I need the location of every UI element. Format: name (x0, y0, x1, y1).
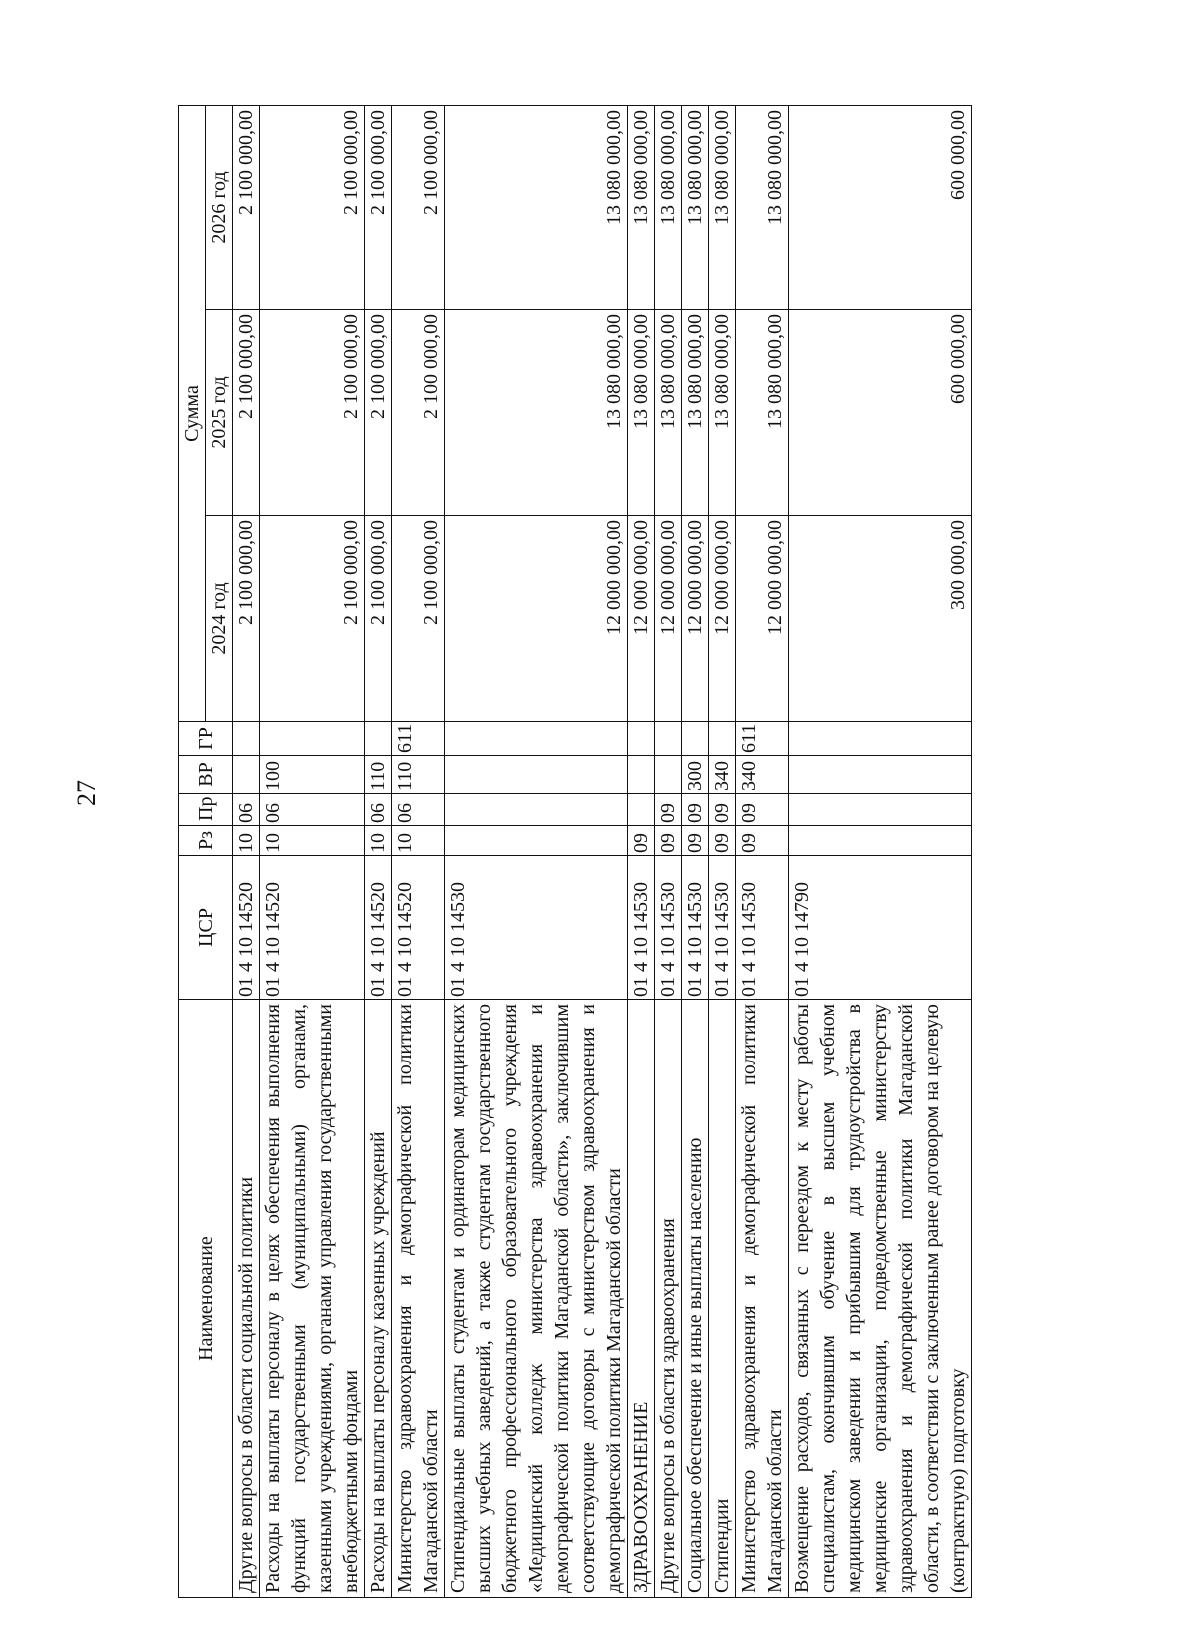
rotated-page-content (178, 106, 1090, 1598)
cell-2024: 300 000,00 (789, 516, 972, 722)
cell-vr: 340 (709, 756, 736, 794)
cell-pr (628, 794, 655, 826)
cell-name: Стипендии (709, 1000, 736, 1598)
cell-vr (655, 756, 682, 794)
cell-pr (445, 794, 628, 826)
cell-2026: 13 080 000,00 (655, 105, 682, 309)
cell-2024: 2 100 000,00 (365, 516, 392, 722)
cell-2025: 13 080 000,00 (655, 310, 682, 516)
cell-name: Другие вопросы в области здравоохранения (655, 1000, 682, 1598)
table-row (445, 105, 628, 1597)
table-row (736, 105, 789, 1597)
cell-pr: 09 (655, 794, 682, 826)
cell-2024: 12 000 000,00 (628, 516, 655, 722)
cell-rz: 10 (392, 826, 445, 856)
cell-csr: 01 4 10 14530 (682, 856, 709, 1000)
cell-gr (682, 722, 709, 756)
cell-pr: 06 (392, 794, 445, 826)
header-2026: 2026 год (206, 105, 233, 309)
cell-vr: 340 (736, 756, 789, 794)
cell-vr: 100 (260, 756, 365, 794)
cell-2026: 2 100 000,00 (365, 105, 392, 309)
cell-csr: 01 4 10 14530 (709, 856, 736, 1000)
cell-vr: 110 (365, 756, 392, 794)
cell-2025: 2 100 000,00 (392, 310, 445, 516)
cell-2026: 2 100 000,00 (392, 105, 445, 309)
header-2025: 2025 год (206, 310, 233, 516)
cell-csr: 01 4 10 14520 (365, 856, 392, 1000)
cell-gr (445, 722, 628, 756)
page-number: 27 (72, 780, 101, 806)
cell-csr: 01 4 10 14530 (628, 856, 655, 1000)
header-pr: Пр (179, 794, 233, 826)
cell-name: Стипендиальные выплаты студентам и ординаторам медицинских высших учебных заведений, а также студентам государственного бюджетного профессионального образовательного учреждения «Медицинский колледж министерства здравоохранения и демографической политики Магаданской области», заключившим соответствующие договоры с министерством здравоохранения и демографической политики Магаданской области (445, 1000, 628, 1598)
cell-gr (260, 722, 365, 756)
cell-pr: 09 (682, 794, 709, 826)
cell-gr: 611 (736, 722, 789, 756)
header-name: Наименование (179, 1000, 233, 1598)
cell-csr: 01 4 10 14520 (260, 856, 365, 1000)
table-row (789, 105, 972, 1597)
cell-2026: 2 100 000,00 (233, 105, 260, 309)
cell-csr: 01 4 10 14530 (655, 856, 682, 1000)
cell-name: Министерство здравоохранения и демографической политики Магаданской области (392, 1000, 445, 1598)
cell-vr (628, 756, 655, 794)
cell-vr (233, 756, 260, 794)
cell-2025: 13 080 000,00 (682, 310, 709, 516)
cell-csr: 01 4 10 14530 (736, 856, 789, 1000)
cell-name: Другие вопросы в области социальной политики (233, 1000, 260, 1598)
cell-2026: 13 080 000,00 (445, 105, 628, 309)
cell-2024: 2 100 000,00 (233, 516, 260, 722)
cell-pr: 06 (233, 794, 260, 826)
cell-rz: 09 (709, 826, 736, 856)
cell-name: Социальное обеспечение и иные выплаты населению (682, 1000, 709, 1598)
cell-vr (789, 756, 972, 794)
cell-2024: 2 100 000,00 (392, 516, 445, 722)
cell-rz: 10 (260, 826, 365, 856)
cell-rz: 09 (736, 826, 789, 856)
cell-vr (445, 756, 628, 794)
cell-vr: 300 (682, 756, 709, 794)
cell-2025: 13 080 000,00 (445, 310, 628, 516)
cell-2024: 12 000 000,00 (682, 516, 709, 722)
cell-vr: 110 (392, 756, 445, 794)
cell-rz: 10 (365, 826, 392, 856)
cell-rz: 10 (233, 826, 260, 856)
cell-2026: 13 080 000,00 (736, 105, 789, 309)
cell-pr: 09 (709, 794, 736, 826)
cell-2025: 600 000,00 (789, 310, 972, 516)
cell-2025: 13 080 000,00 (628, 310, 655, 516)
cell-gr (655, 722, 682, 756)
cell-2025: 13 080 000,00 (709, 310, 736, 516)
cell-2024: 12 000 000,00 (736, 516, 789, 722)
header-gr: ГР (179, 722, 233, 756)
cell-pr: 09 (736, 794, 789, 826)
cell-csr: 01 4 10 14530 (445, 856, 628, 1000)
cell-2024: 12 000 000,00 (709, 516, 736, 722)
header-2024: 2024 год (206, 516, 233, 722)
cell-gr (709, 722, 736, 756)
cell-gr: 611 (392, 722, 445, 756)
table-row (682, 105, 709, 1597)
cell-csr: 01 4 10 14520 (392, 856, 445, 1000)
cell-rz (789, 826, 972, 856)
cell-rz: 09 (628, 826, 655, 856)
table-row (260, 105, 365, 1597)
cell-name: ЗДРАВООХРАНЕНИЕ (628, 1000, 655, 1598)
cell-name: Расходы на выплаты персоналу казенных учреждений (365, 1000, 392, 1598)
cell-2026: 13 080 000,00 (628, 105, 655, 309)
header-rz: Рз (179, 826, 233, 856)
cell-pr: 06 (365, 794, 392, 826)
cell-gr (789, 722, 972, 756)
cell-gr (233, 722, 260, 756)
cell-2024: 12 000 000,00 (655, 516, 682, 722)
cell-gr (628, 722, 655, 756)
table-row (392, 105, 445, 1597)
cell-2026: 13 080 000,00 (709, 105, 736, 309)
cell-2025: 13 080 000,00 (736, 310, 789, 516)
table-row (655, 105, 682, 1597)
cell-2024: 12 000 000,00 (445, 516, 628, 722)
table-row (233, 105, 260, 1597)
cell-2026: 600 000,00 (789, 105, 972, 309)
header-sum: Сумма (179, 105, 206, 721)
cell-2025: 2 100 000,00 (260, 310, 365, 516)
cell-2026: 13 080 000,00 (682, 105, 709, 309)
cell-2024: 2 100 000,00 (260, 516, 365, 722)
table-row (628, 105, 655, 1597)
cell-2025: 2 100 000,00 (365, 310, 392, 516)
cell-rz (445, 826, 628, 856)
cell-name: Министерство здравоохранения и демографической политики Магаданской области (736, 1000, 789, 1598)
table-row (709, 105, 736, 1597)
cell-name: Возмещение расходов, связанных с переездом к месту работы специалистам, окончившим обучение в высшем учебном медицинском заведении и прибывшим для трудоустройства в медицинские организации, подведомственные министерству здравоохранения и демографической политики Магаданской области, в соответствии с заключенным ранее договором на целевую (контрактную) подготовку (789, 1000, 972, 1598)
header-csr: ЦСР (179, 856, 233, 1000)
header-vr: ВР (179, 756, 233, 794)
cell-pr: 06 (260, 794, 365, 826)
cell-csr: 01 4 10 14790 (789, 856, 972, 1000)
cell-pr (789, 794, 972, 826)
table-row (365, 105, 392, 1597)
cell-2025: 2 100 000,00 (233, 310, 260, 516)
cell-rz: 09 (655, 826, 682, 856)
header-row-1 (179, 105, 206, 1597)
cell-csr: 01 4 10 14520 (233, 856, 260, 1000)
cell-gr (365, 722, 392, 756)
budget-table (178, 105, 972, 1598)
cell-rz: 09 (682, 826, 709, 856)
cell-name: Расходы на выплаты персоналу в целях обеспечения выполнения функций государственными (муниципальными) органами, казенными учреждениями, органами управления государственными внебюджетными фондами (260, 1000, 365, 1598)
cell-2026: 2 100 000,00 (260, 105, 365, 309)
